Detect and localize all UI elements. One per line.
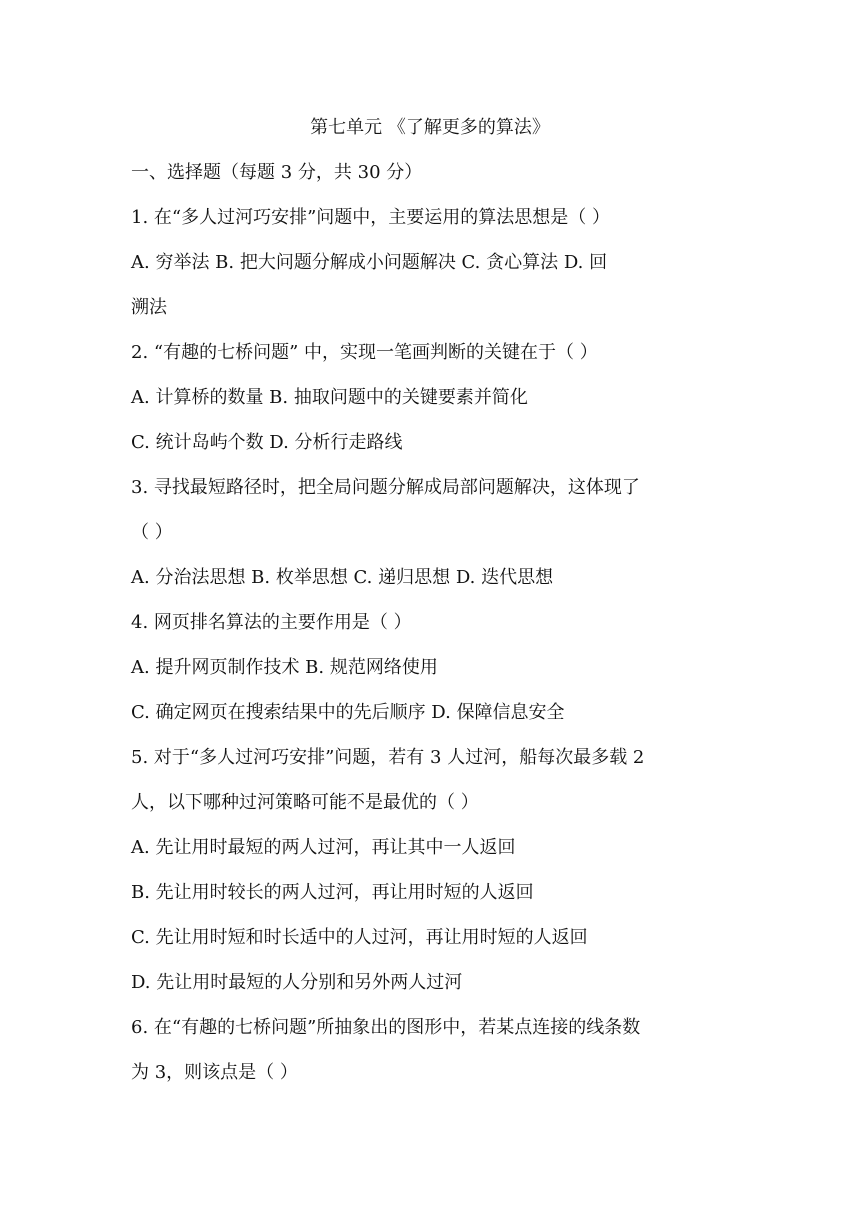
question-2-options-ab: A. 计算桥的数量 B. 抽取问题中的关键要素并简化 [131, 387, 528, 408]
question-1-stem: 1. 在“多人过河巧安排”问题中，主要运用的算法思想是（ ） [131, 207, 611, 228]
question-6-stem-cont: 为 3，则该点是（ ） [131, 1062, 298, 1083]
question-3-stem: 3. 寻找最短路径时，把全局问题分解成局部问题解决，这体现了 [131, 477, 640, 498]
question-4-options-ab: A. 提升网页制作技术 B. 规范网络使用 [131, 657, 438, 678]
question-5-stem-cont: 人，以下哪种过河策略可能不是最优的（ ） [131, 792, 479, 813]
question-1-options: A. 穷举法 B. 把大问题分解成小问题解决 C. 贪心算法 D. 回 [131, 252, 608, 273]
document-title: 第七单元 《了解更多的算法》 [310, 117, 550, 138]
question-5-option-d: D. 先让用时最短的人分别和另外两人过河 [131, 972, 463, 993]
question-5-stem: 5. 对于“多人过河巧安排”问题，若有 3 人过河，船每次最多载 2 [131, 747, 645, 768]
question-2-stem: 2. “有趣的七桥问题” 中，实现一笔画判断的关键在于（ ） [131, 342, 598, 363]
question-6-stem: 6. 在“有趣的七桥问题”所抽象出的图形中，若某点连接的线条数 [131, 1017, 641, 1038]
question-3-stem-cont: （ ） [131, 522, 173, 543]
question-5-option-b: B. 先让用时较长的两人过河，再让用时短的人返回 [131, 882, 534, 903]
question-4-options-cd: C. 确定网页在搜索结果中的先后顺序 D. 保障信息安全 [131, 702, 565, 723]
question-3-options: A. 分治法思想 B. 枚举思想 C. 递归思想 D. 迭代思想 [131, 567, 554, 588]
question-4-stem: 4. 网页排名算法的主要作用是（ ） [131, 612, 412, 633]
section-heading: 一、选择题（每题 3 分，共 30 分） [131, 162, 423, 183]
question-5-option-a: A. 先让用时最短的两人过河，再让其中一人返回 [131, 837, 516, 858]
question-2-options-cd: C. 统计岛屿个数 D. 分析行走路线 [131, 432, 403, 453]
question-1-options-cont: 溯法 [131, 297, 167, 318]
question-5-option-c: C. 先让用时短和时长适中的人过河，再让用时短的人返回 [131, 927, 588, 948]
